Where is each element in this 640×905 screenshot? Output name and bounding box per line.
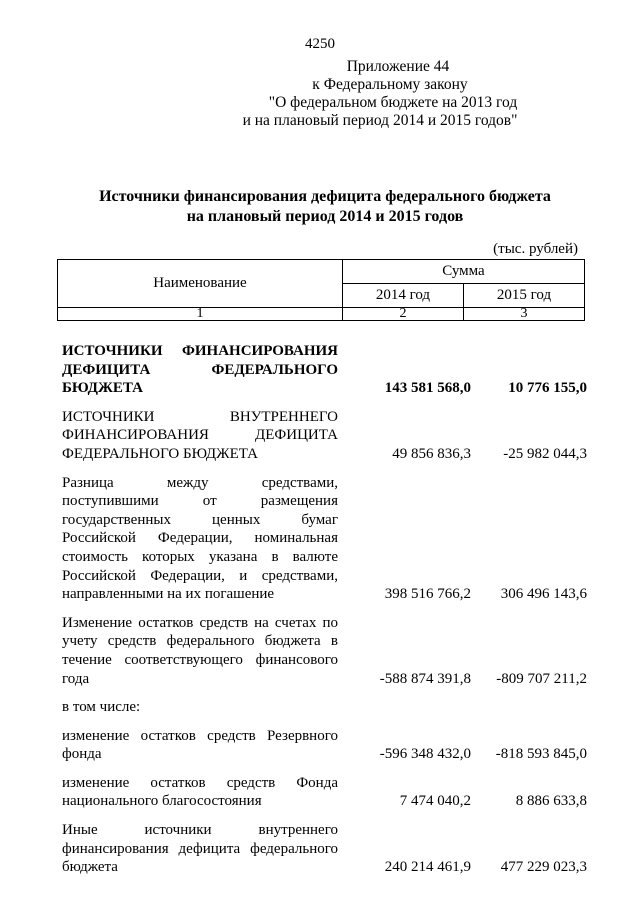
row-value-2015: -818 593 845,0 (495, 746, 587, 763)
table-row (62, 727, 590, 764)
header-sum: Сумма (342, 260, 584, 284)
row-name: изменение остатков средств Фонда национального благосостояния (62, 774, 338, 810)
appendix-line-3: "О федеральном бюджете на 2013 год (268, 94, 518, 111)
row-name: изменение остатков средств Резервного фонда (62, 727, 338, 763)
units-label: (тыс. рублей) (493, 241, 578, 257)
row-value-2015: 10 776 155,0 (508, 380, 587, 397)
appendix-line-4: и на плановый период 2014 и 2015 годов" (242, 112, 518, 129)
table-row (62, 614, 590, 688)
row-name: ИСТОЧНИКИ ВНУТРЕННЕГО ФИНАНСИРОВАНИЯ ДЕФИЦИТА ФЕДЕРАЛЬНОГО БЮДЖЕТА (62, 408, 338, 462)
row-name: в том числе: (62, 699, 141, 716)
row-value-2015: 8 886 633,8 (515, 793, 587, 810)
title-line-1: Источники финансирования дефицита федерального бюджета (99, 188, 551, 205)
document-title (60, 187, 590, 227)
row-value-2014: -588 874 391,8 (379, 670, 471, 687)
appendix-line-2: к Федеральному закону (312, 76, 468, 93)
row-name: ИСТОЧНИКИ ФИНАНСИРОВАНИЯ ДЕФИЦИТА ФЕДЕРАЛЬНОГО БЮДЖЕТА (62, 343, 338, 397)
row-value-2015: 477 229 023,3 (500, 859, 587, 876)
row-value-2014: 398 516 766,2 (384, 586, 471, 603)
header-col-2: 2 (342, 308, 463, 321)
header-col-3: 3 (463, 308, 584, 321)
row-name: Иные источники внутреннего финансирования дефицита федерального бюджета (62, 822, 338, 876)
row-value-2014: 143 581 568,0 (384, 380, 471, 397)
row-value-2014: -596 348 432,0 (379, 746, 471, 763)
table-row (62, 821, 590, 877)
appendix-header (0, 58, 640, 130)
page-number: 4250 (305, 36, 335, 52)
table-row (62, 408, 590, 464)
title-line-2: на плановый период 2014 и 2015 годов (186, 208, 464, 225)
row-name: Изменение остатков средств на счетах по учету средств федерального бюджета в течение соответствующего финансового года (62, 614, 338, 687)
row-value-2014: 240 214 461,9 (384, 859, 471, 876)
row-value-2015: 306 496 143,6 (500, 586, 587, 603)
table-row (62, 774, 590, 811)
row-value-2014: 49 856 836,3 (392, 445, 471, 462)
table-header (57, 259, 585, 321)
row-value-2014: 7 474 040,2 (399, 793, 471, 810)
header-year-2014: 2014 год (342, 284, 463, 308)
row-value-2015: -25 982 044,3 (503, 445, 587, 462)
table-row (62, 342, 590, 398)
appendix-line-1: Приложение 44 (346, 58, 450, 75)
row-name: Разница между средствами, поступившими от размещения государственных ценных бумаг Российской Федерации, номинальная стоимость которых указана в валюте Российской Федерации, и средствами, направленными на их погашение (62, 474, 338, 603)
table-row (62, 698, 590, 717)
row-value-2015: -809 707 211,2 (496, 670, 587, 687)
header-name: Наименование (58, 260, 343, 308)
table-row (62, 474, 590, 604)
header-col-1: 1 (58, 308, 343, 321)
header-year-2015: 2015 год (463, 284, 584, 308)
table-body (62, 342, 590, 887)
